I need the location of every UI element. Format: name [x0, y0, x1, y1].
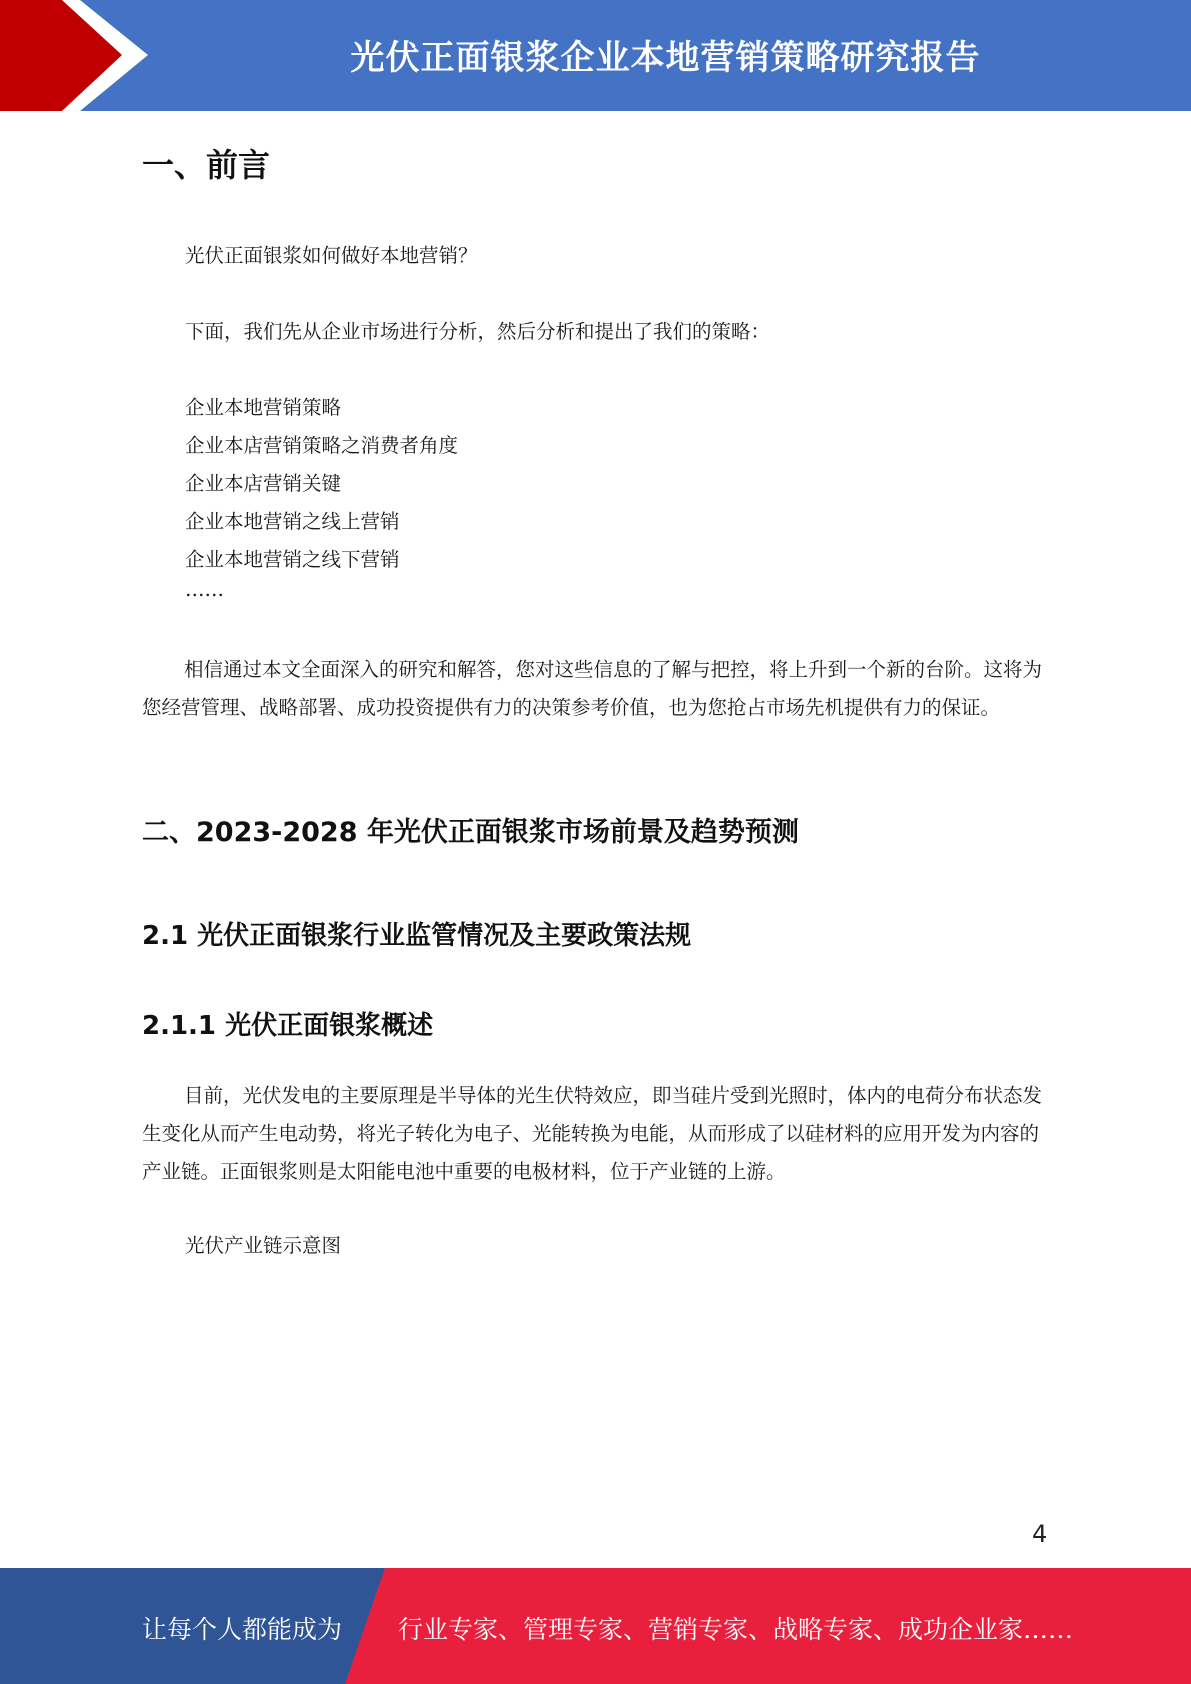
section-heading-preface: 一、前言	[142, 146, 271, 184]
overview-paragraph: 目前，光伏发电的主要原理是半导体的光生伏特效应，即当硅片受到光照时，体内的电荷分布状态发生变化从而产生电动势，将光子转化为电子、光能转换为电能，从而形成了以硅材料的应用开发为内容的产业链。正面银浆则是太阳能电池中重要的电极材料，位于产业链的上游。	[142, 1084, 1043, 1183]
footer-slogan-left: 让每个人都能成为	[142, 1615, 343, 1644]
subsubsection-heading: 2.1.1 光伏正面银浆概述	[142, 1011, 434, 1041]
section-heading-forecast: 二、2023-2028 年光伏正面银浆市场前景及趋势预测	[142, 817, 799, 848]
page-number: 4	[1032, 1520, 1048, 1548]
strategy-list-item: 企业本地营销之线上营销	[185, 510, 400, 533]
page-footer	[0, 1568, 1191, 1684]
figure-caption: 光伏产业链示意图	[185, 1234, 342, 1257]
preface-question: 光伏正面银浆如何做好本地营销？	[185, 244, 478, 267]
subsection-heading: 2.1 光伏正面银浆行业监管情况及主要政策法规	[142, 921, 692, 951]
report-title: 光伏正面银浆企业本地营销策略研究报告	[350, 38, 981, 78]
strategy-list-ellipsis: ……	[185, 578, 224, 601]
strategy-list-item: 企业本地营销策略	[185, 396, 342, 419]
strategy-list-item: 企业本店营销关键	[185, 472, 342, 495]
preface-intro: 下面，我们先从企业市场进行分析，然后分析和提出了我们的策略：	[185, 320, 771, 343]
strategy-list-item: 企业本店营销策略之消费者角度	[185, 434, 459, 457]
page-header	[0, 0, 1191, 111]
strategy-list-item: 企业本地营销之线下营销	[185, 548, 400, 571]
footer-slogan-right: 行业专家、管理专家、营销专家、战略专家、成功企业家……	[398, 1615, 1074, 1644]
preface-closing-paragraph: 相信通过本文全面深入的研究和解答，您对这些信息的了解与把控，将上升到一个新的台阶。这将为您经营管理、战略部署、成功投资提供有力的决策参考价值，也为您抢占市场先机提供有力的保证。	[142, 658, 1043, 719]
